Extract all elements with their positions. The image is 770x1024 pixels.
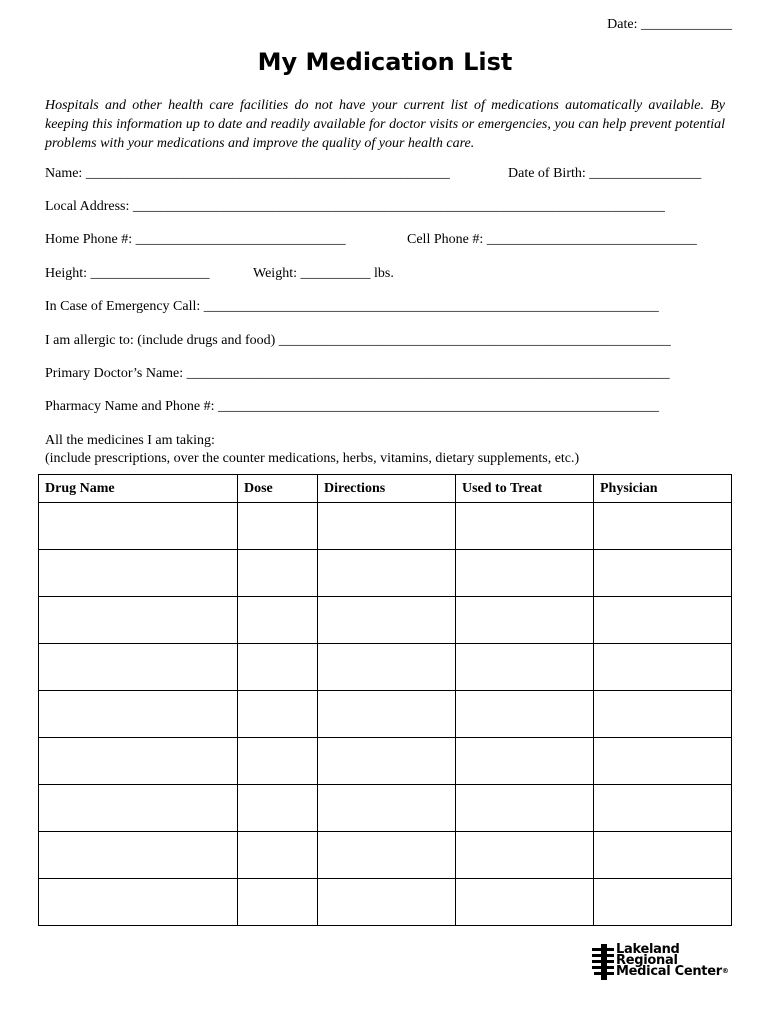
table-row [39,550,732,597]
column-dose: Dose [238,475,318,503]
table-row [39,832,732,879]
table-row [39,785,732,832]
column-drug-name: Drug Name [39,475,238,503]
table-cell[interactable] [39,550,238,597]
table-cell[interactable] [456,879,594,926]
table-cell[interactable] [318,738,456,785]
table-row [39,879,732,926]
table-cell[interactable] [594,691,732,738]
table-cell[interactable] [456,597,594,644]
table-row [39,738,732,785]
column-used-to-treat: Used to Treat [456,475,594,503]
table-cell[interactable] [456,503,594,550]
name-field[interactable]: Name: ____________________________________________________ [45,166,450,181]
table-cell[interactable] [238,832,318,879]
table-cell[interactable] [318,879,456,926]
table-cell[interactable] [39,503,238,550]
cell-phone-field[interactable]: Cell Phone #: ______________________________ [407,232,697,247]
table-cell[interactable] [318,550,456,597]
logo-line-1: Lakeland [616,942,680,957]
cross-grid-icon [592,944,616,980]
medicines-label: All the medicines I am taking: [45,433,215,448]
table-cell[interactable] [39,879,238,926]
table-cell[interactable] [456,738,594,785]
medicines-heading [45,432,579,468]
table-cell[interactable] [456,550,594,597]
table-cell[interactable] [238,738,318,785]
medication-table [38,474,732,926]
table-cell[interactable] [594,832,732,879]
table-cell[interactable] [594,785,732,832]
table-cell[interactable] [318,503,456,550]
table-cell[interactable] [594,879,732,926]
table-cell[interactable] [238,644,318,691]
logo-line-3: Medical Center [616,964,722,979]
table-cell[interactable] [238,503,318,550]
column-physician: Physician [594,475,732,503]
medicines-sublabel: (include prescriptions, over the counter medications, herbs, vitamins, dietary supplements, etc.) [45,451,580,466]
table-cell[interactable] [456,644,594,691]
table-cell[interactable] [456,785,594,832]
height-field[interactable]: Height: _________________ [45,266,210,281]
primary-doctor-field[interactable]: Primary Doctor’s Name: _____________________________________________________________________ [45,366,670,381]
table-cell[interactable] [594,644,732,691]
table-cell[interactable] [238,879,318,926]
local-address-field[interactable]: Local Address: ____________________________________________________________________________ [45,199,665,214]
table-row [39,503,732,550]
table-cell[interactable] [39,785,238,832]
table-header-row [39,475,732,503]
home-phone-field[interactable]: Home Phone #: ______________________________ [45,232,346,247]
registered-mark: ® [721,967,729,975]
hospital-logo [592,942,732,982]
table-cell[interactable] [318,644,456,691]
table-cell[interactable] [39,738,238,785]
table-cell[interactable] [594,503,732,550]
table-cell[interactable] [39,832,238,879]
table-row [39,644,732,691]
table-cell[interactable] [594,550,732,597]
table-cell[interactable] [39,644,238,691]
table-cell[interactable] [238,691,318,738]
table-cell[interactable] [39,691,238,738]
table-cell[interactable] [238,550,318,597]
table-row [39,597,732,644]
emergency-contact-field[interactable]: In Case of Emergency Call: _________________________________________________________________ [45,299,659,314]
table-cell[interactable] [318,785,456,832]
table-cell[interactable] [318,597,456,644]
pharmacy-field[interactable]: Pharmacy Name and Phone #: _______________________________________________________________ [45,399,660,414]
logo-wordmark [616,944,729,977]
intro-paragraph: Hospitals and other health care facilities do not have your current list of medications automatically available. By keeping this information up to date and readily available for doctor visits or emergencies, you can help prevent potential problems with your medications and improve the quality of your health care. [45,98,725,151]
table-cell[interactable] [456,691,594,738]
allergies-field[interactable]: I am allergic to: (include drugs and food) ________________________________________________________ [45,333,671,348]
date-of-birth-field[interactable]: Date of Birth: ________________ [508,166,702,181]
table-cell[interactable] [238,597,318,644]
weight-field[interactable]: Weight: __________ lbs. [253,266,394,281]
table-cell[interactable] [594,597,732,644]
table-cell[interactable] [594,738,732,785]
page-title: My Medication List [257,48,513,76]
table-cell[interactable] [456,832,594,879]
table-cell[interactable] [318,691,456,738]
logo-line-2: Regional [616,953,678,968]
column-directions: Directions [318,475,456,503]
table-cell[interactable] [318,832,456,879]
table-row [39,691,732,738]
table-cell[interactable] [39,597,238,644]
table-cell[interactable] [238,785,318,832]
date-field[interactable]: Date: _____________ [607,17,732,32]
